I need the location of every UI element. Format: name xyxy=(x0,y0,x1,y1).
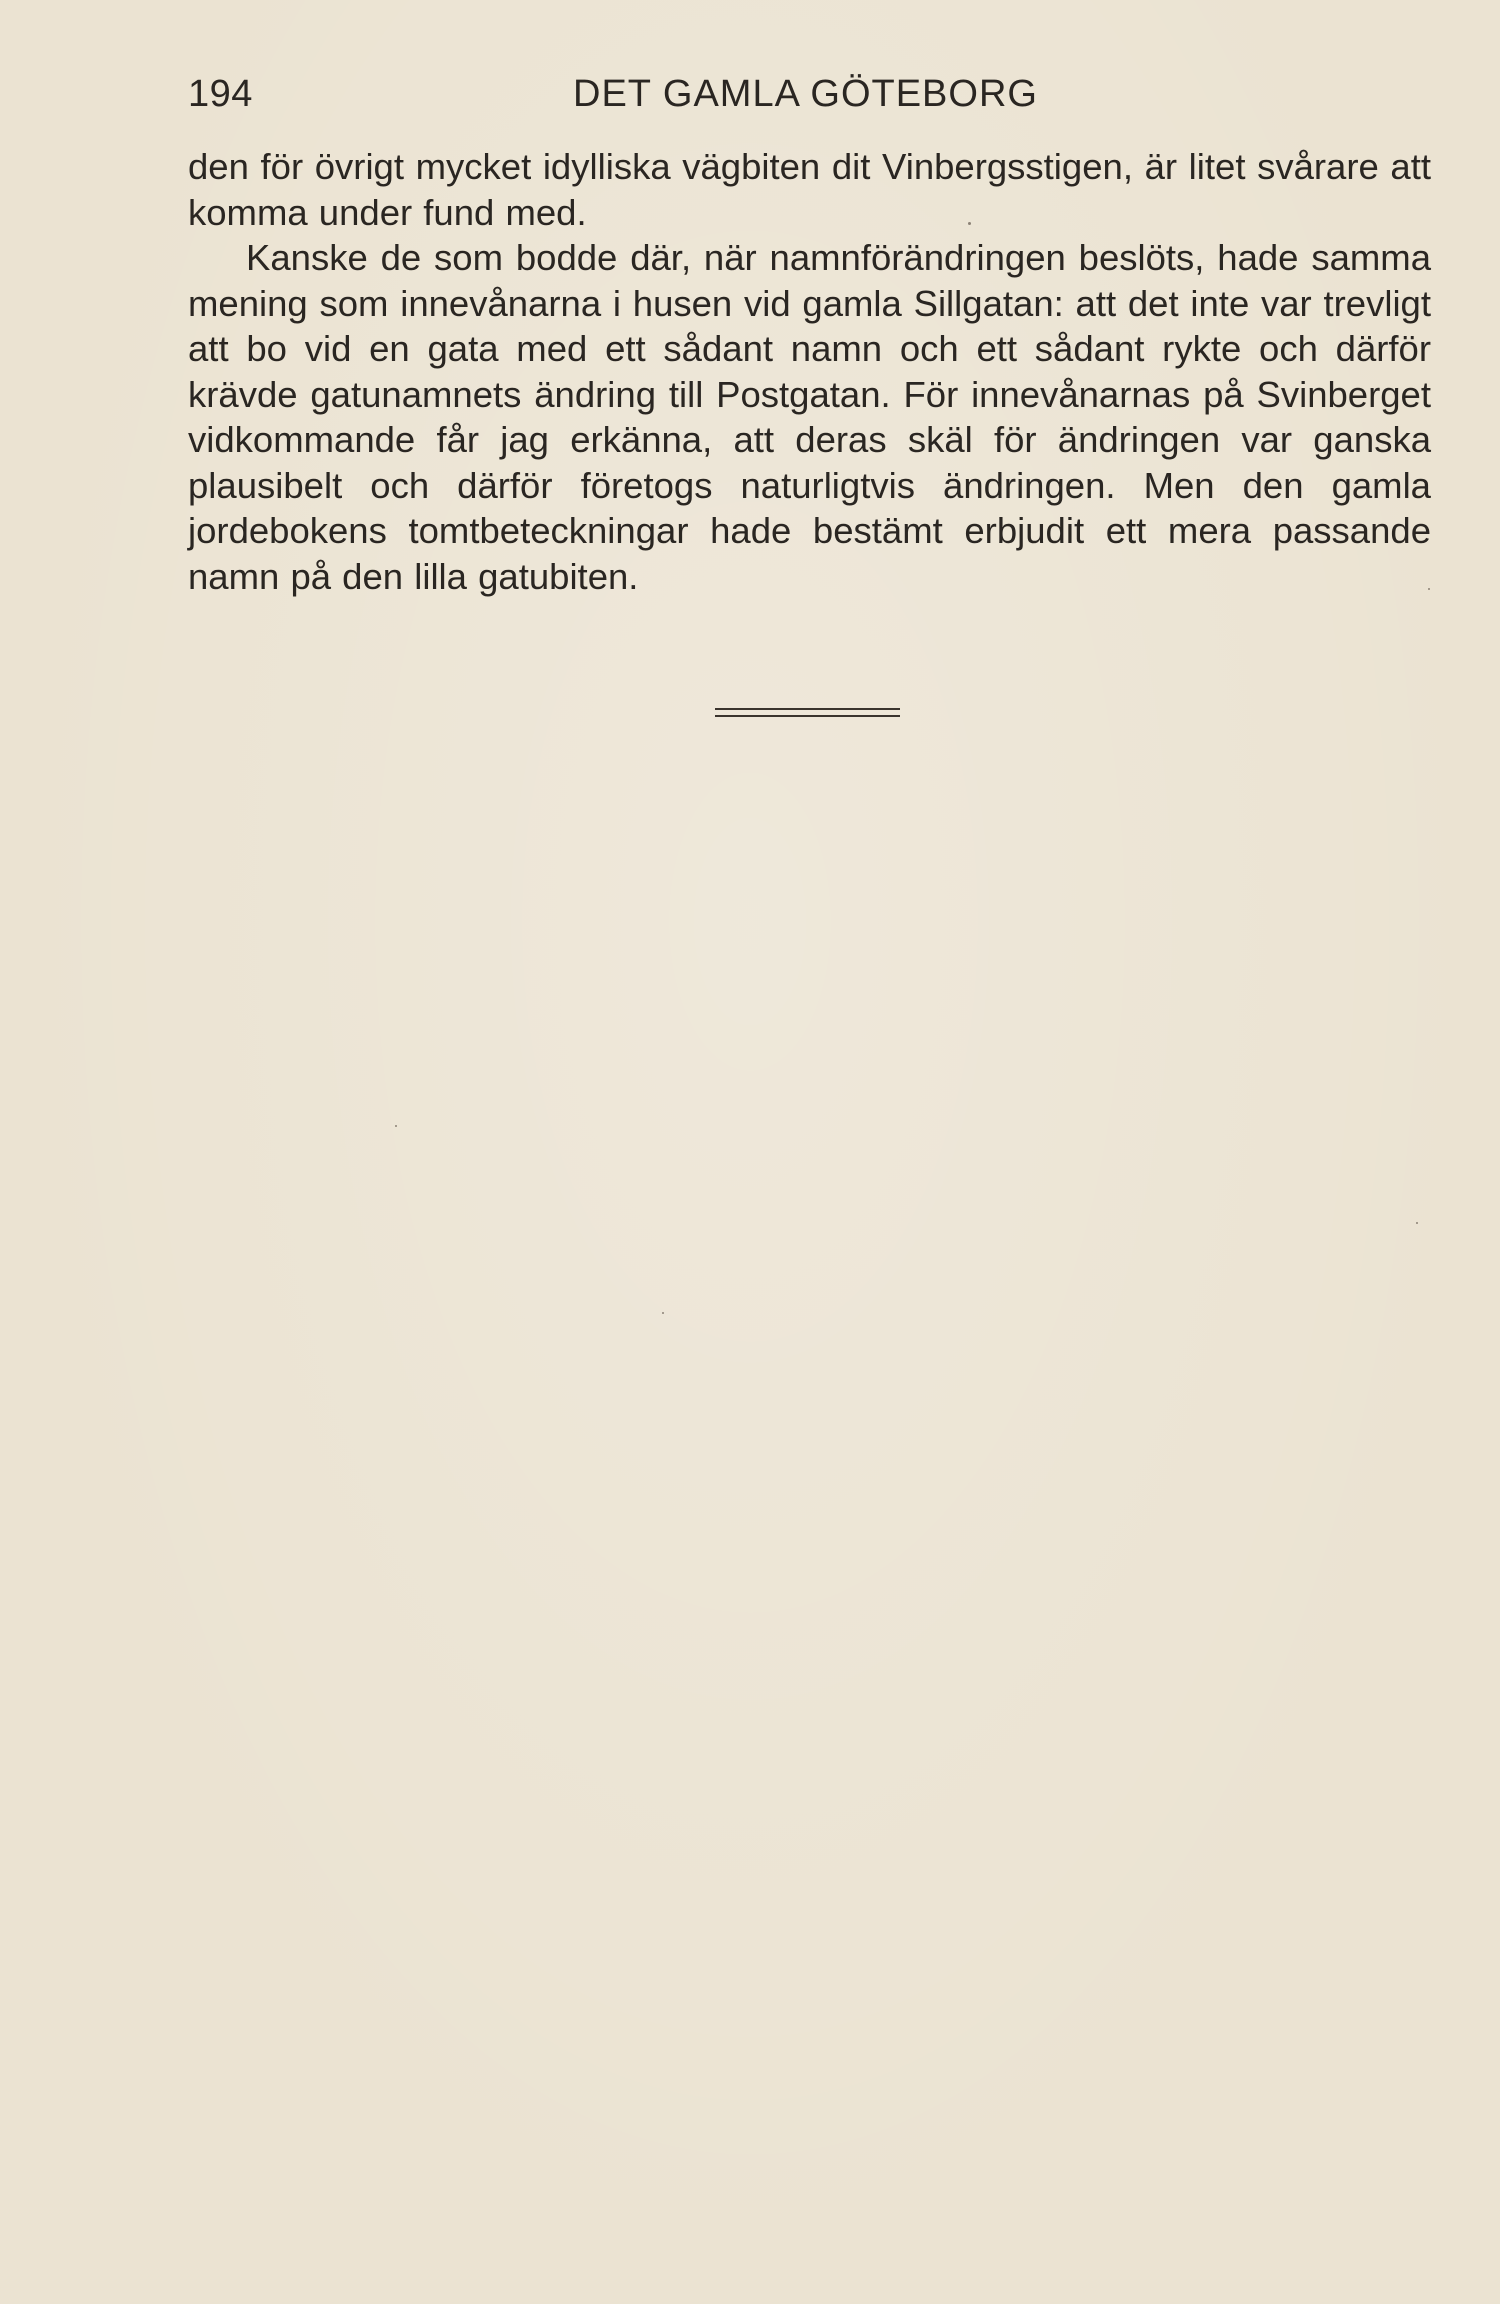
paper-speck xyxy=(662,1312,664,1314)
divider-rule-bottom xyxy=(715,715,900,717)
divider-rule-top xyxy=(715,708,900,710)
paper-speck xyxy=(395,1125,397,1127)
section-divider xyxy=(715,708,900,718)
running-head: DET GAMLA GÖTEBORG xyxy=(573,73,1038,115)
paragraph: Kanske de som bodde där, när namnförändringen beslöts, hade samma mening som innevånarna i husen vid gamla Sillgatan: att det inte var trevligt att bo vid en gata med ett sådant namn och ett sådant rykte och därför krävde gatunamnets ändring till Postgatan. För innevånarnas på Svinberget vidkommande får jag erkänna, att deras skäl för ändringen var ganska plausibelt och därför företogs naturligtvis ändringen. Men den gamla jordebokens tomtbeteckningar hade bestämt erbjudit ett mera passande namn på den lilla gatubiten. xyxy=(188,237,1431,597)
paper-speck xyxy=(1428,588,1430,590)
paragraph-continuation: den för övrigt mycket idylliska vägbiten dit Vinbergsstigen, är litet svårare att komma under fund med. xyxy=(188,146,1431,233)
body-text xyxy=(188,144,1431,599)
paper-speck xyxy=(968,222,971,225)
paper-speck xyxy=(1416,1222,1418,1224)
page-number: 194 xyxy=(188,73,253,115)
page-header xyxy=(188,64,1423,124)
